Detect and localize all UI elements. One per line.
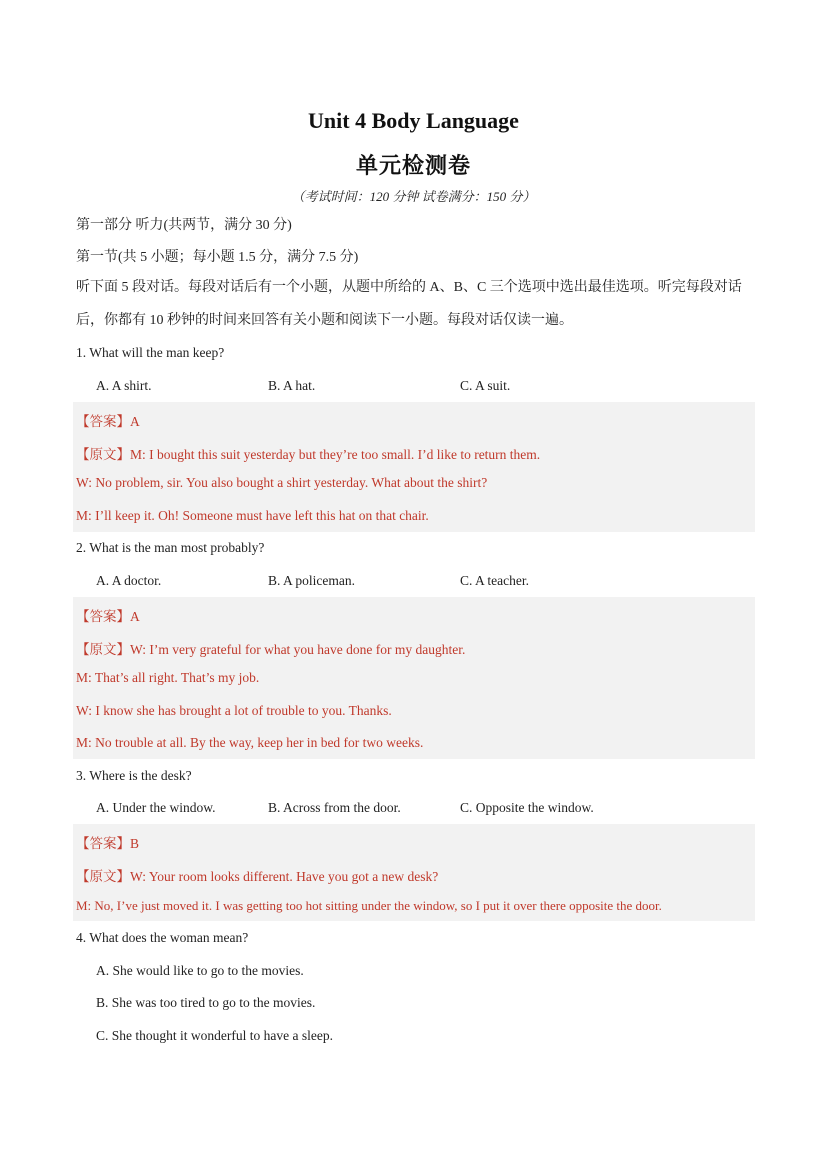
section-instructions: 听下面 5 段对话。每段对话后有一个小题，从题中所给的 A、B、C 三个选项中选出最佳选项。听完每段对话后，你都有 10 秒钟的时间来回答有关小题和阅读下一小题。每段对话仅读一遍。 bbox=[76, 280, 742, 328]
answer-line bbox=[76, 410, 140, 430]
option-c: C. A suit. bbox=[460, 378, 511, 393]
script-line: W: I know she has brought a lot of trouble to you. Thanks. bbox=[76, 703, 392, 718]
answer-value: A bbox=[130, 609, 140, 624]
answer-tag: 【答案】 bbox=[76, 836, 130, 851]
script-line bbox=[76, 443, 540, 463]
answer-tag: 【答案】 bbox=[76, 609, 130, 624]
option-a: A. Under the window. bbox=[96, 800, 216, 815]
option-a: A. She would like to go to the movies. bbox=[96, 963, 304, 978]
question-stem: 2. What is the man most probably? bbox=[76, 540, 265, 555]
section-part-heading: 第一部分 听力(共两节，满分 30 分) bbox=[76, 218, 292, 233]
answer-value: A bbox=[130, 414, 140, 429]
option-a: A. A shirt. bbox=[96, 378, 152, 393]
script-line bbox=[76, 865, 438, 885]
script-line: M: I’ll keep it. Oh! Someone must have left this hat on that chair. bbox=[76, 508, 429, 523]
answer-line bbox=[76, 832, 139, 852]
option-c: C. Opposite the window. bbox=[460, 800, 594, 815]
script-line: M: That’s all right. That’s my job. bbox=[76, 670, 260, 685]
script-line: M: No trouble at all. By the way, keep her in bed for two weeks. bbox=[76, 735, 424, 750]
script-tag: 【原文】 bbox=[76, 869, 130, 884]
document-title: Unit 4 Body Language bbox=[308, 108, 519, 133]
exam-info: （考试时间：120 分钟 试卷满分：150 分） bbox=[291, 189, 536, 204]
answer-block bbox=[73, 824, 755, 921]
script-tag: 【原文】 bbox=[76, 447, 130, 462]
option-c: C. She thought it wonderful to have a sleep. bbox=[96, 1028, 333, 1043]
option-b: B. A policeman. bbox=[268, 573, 355, 588]
answer-block bbox=[73, 597, 755, 759]
answer-line bbox=[76, 605, 140, 625]
document-subtitle: 单元检测卷 bbox=[355, 153, 471, 178]
option-c: C. A teacher. bbox=[460, 573, 529, 588]
answer-block bbox=[73, 402, 755, 532]
question-stem: 1. What will the man keep? bbox=[76, 345, 225, 360]
answer-value: B bbox=[130, 836, 140, 851]
script-tag: 【原文】 bbox=[76, 642, 130, 657]
option-a: A. A doctor. bbox=[96, 573, 162, 588]
option-b: B. A hat. bbox=[268, 378, 316, 393]
script-text: W: Your room looks different. Have you got a new desk? bbox=[130, 869, 439, 884]
answer-tag: 【答案】 bbox=[76, 414, 130, 429]
section-sub-heading: 第一节(共 5 小题；每小题 1.5 分，满分 7.5 分) bbox=[76, 250, 359, 265]
script-text: M: I bought this suit yesterday but they’re too small. I’d like to return them. bbox=[130, 447, 541, 462]
option-b: B. She was too tired to go to the movies. bbox=[96, 995, 316, 1010]
question-stem: 4. What does the woman mean? bbox=[76, 930, 249, 945]
script-text: W: I’m very grateful for what you have done for my daughter. bbox=[130, 642, 466, 657]
script-line: M: No, I’ve just moved it. I was getting too hot sitting under the window, so I put it over there opposite the door. bbox=[76, 898, 662, 913]
script-line: W: No problem, sir. You also bought a shirt yesterday. What about the shirt? bbox=[76, 475, 488, 490]
script-line bbox=[76, 638, 465, 658]
option-b: B. Across from the door. bbox=[268, 800, 401, 815]
question-stem: 3. Where is the desk? bbox=[76, 768, 192, 783]
